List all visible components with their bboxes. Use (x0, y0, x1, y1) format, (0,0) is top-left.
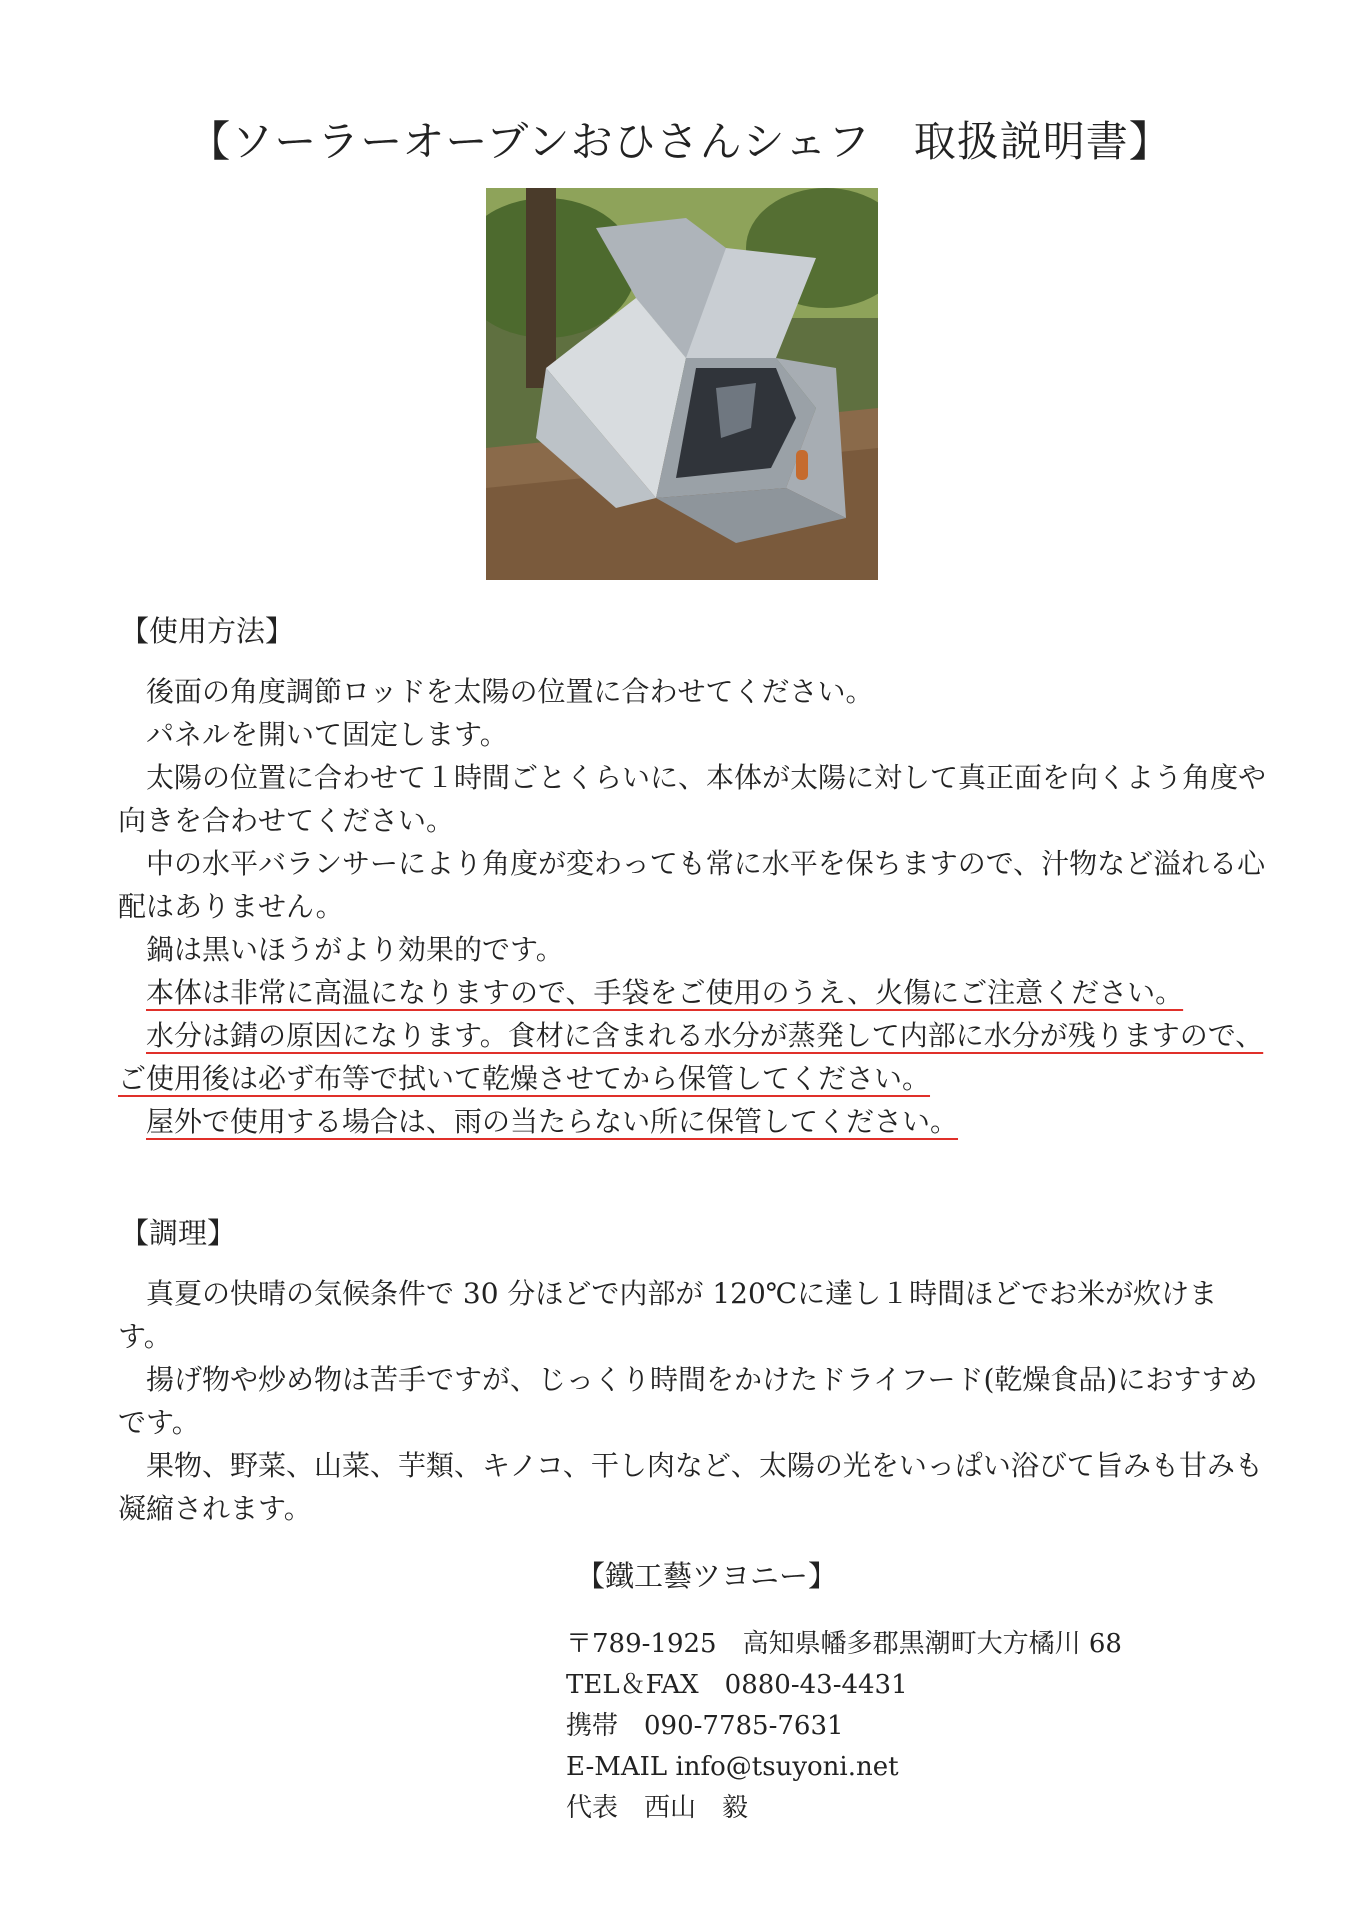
warning-text: 水分は錆の原因になります。食材に含まれる水分が蒸発して内部に水分が残りますので、ご使用後は必ず布等で拭いて乾燥させてから保管してください。 (118, 1019, 1264, 1095)
cooking-section (118, 1272, 1268, 1530)
cooking-line: 揚げ物や炒め物は苦手ですが、じっくり時間をかけたドライフード(乾燥食品)におすすめです。 (118, 1363, 1258, 1439)
representative: 代表 西山 毅 (566, 1793, 749, 1823)
tel-fax: TEL＆FAX 0880-43-4431 (566, 1670, 908, 1700)
cooking-line: 果物、野菜、山菜、芋類、キノコ、干し肉など、太陽の光をいっぱい浴びて旨みも甘みも凝縮されます。 (118, 1449, 1263, 1525)
email-link[interactable]: E-MAIL info@tsuyoni.net (566, 1752, 899, 1782)
warning-line (118, 1014, 1268, 1100)
usage-heading: 【使用方法】 (120, 614, 295, 648)
document-title: 【ソーラーオーブンおひさんシェフ 取扱説明書】 (188, 117, 1172, 166)
cooking-line: 真夏の快晴の気候条件で 30 分ほどで内部が 120℃に達し１時間ほどでお米が炊けます。 (118, 1277, 1218, 1353)
address: 〒789-1925 高知県幡多郡黒潮町大方橘川 68 (566, 1629, 1122, 1659)
usage-line: 太陽の位置に合わせて１時間ごとくらいに、本体が太陽に対して真正面を向くよう角度や向きを合わせてください。 (118, 761, 1267, 837)
usage-line: 後面の角度調節ロッドを太陽の位置に合わせてください。 (146, 675, 874, 708)
cooking-heading: 【調理】 (120, 1216, 237, 1250)
usage-line: パネルを開いて固定します。 (146, 718, 508, 751)
contact-block (566, 1624, 1286, 1829)
warning-text: 屋外で使用する場合は、雨の当たらない所に保管してください。 (146, 1105, 959, 1138)
mobile-phone: 携帯 090-7785-7631 (566, 1711, 844, 1741)
warning-text: 本体は非常に高温になりますので、手袋をご使用のうえ、火傷にご注意ください。 (146, 976, 1184, 1009)
company-name: 【鐵工藝ツヨニー】 (576, 1559, 838, 1593)
warning-line (118, 1100, 1268, 1143)
usage-line: 鍋は黒いほうがより効果的です。 (146, 933, 564, 966)
solar-oven-photo (486, 188, 878, 580)
warning-line (118, 971, 1268, 1014)
usage-section (118, 670, 1268, 1143)
usage-line: 中の水平バランサーにより角度が変わっても常に水平を保ちますので、汁物など溢れる心配はありません。 (118, 847, 1266, 923)
